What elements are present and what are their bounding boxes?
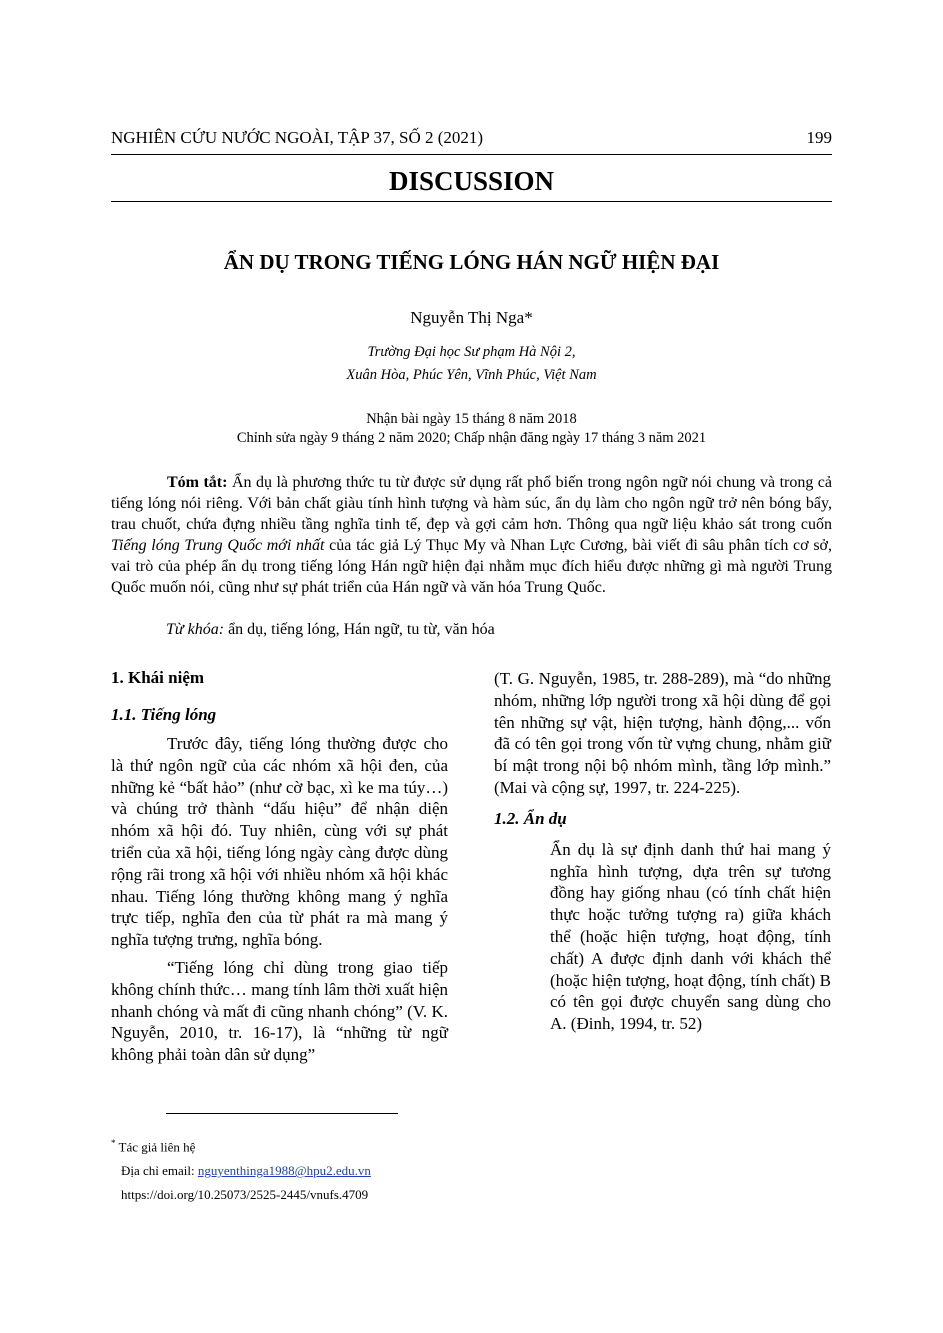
- article-title: ẨN DỤ TRONG TIẾNG LÓNG HÁN NGỮ HIỆN ĐẠI: [223, 250, 720, 274]
- abstract-book-title: Tiếng lóng Trung Quốc mới nhất: [111, 537, 325, 554]
- footnote-email-line: [111, 1159, 371, 1183]
- left-column: [111, 668, 448, 1066]
- footnote-rule: [166, 1113, 398, 1114]
- footnote: [111, 1131, 371, 1207]
- section-1-heading: 1. Khái niệm: [111, 668, 205, 687]
- footnote-marker: *: [111, 1138, 116, 1148]
- header-rule-top: [111, 154, 832, 155]
- definition-quote: Ẩn dụ là sự định danh thứ hai mang ý nghĩa hình tượng, dựa trên sự tương đồng hay giống nhau (có tính chất hiện thực hoặc tưởng tượng ra) giữa khách thể (hoặc hiện tượng, hoạt động, tính chất) A được định danh với khách thể (hoặc hiện tượng, hoạt động, tính chất) B có tên gọi được chuyển sang dùng cho A. (Đinh, 1994, tr. 52): [550, 839, 831, 1034]
- abstract: [111, 472, 832, 598]
- affiliation-line-1: Trường Đại học Sư phạm Hà Nội 2,: [367, 344, 576, 360]
- keywords: [166, 621, 832, 639]
- header-rule-bottom: [111, 201, 832, 202]
- email-link[interactable]: nguyenthinga1988@hpu2.edu.vn: [197, 1163, 371, 1179]
- page-number: 199: [806, 128, 832, 147]
- keywords-label: Từ khóa:: [166, 621, 225, 638]
- footnote-corresponding-text: Tác giả liên hệ: [115, 1139, 196, 1155]
- right-column: [494, 668, 831, 1035]
- subsection-1-2-heading: 1.2. Ẩn dụ: [494, 808, 567, 828]
- subsection-1-1-heading: 1.1. Tiếng lóng: [111, 705, 217, 724]
- running-header: [111, 128, 832, 148]
- abstract-text-2: của tác giả Lý Thục My và Nhan Lực Cương, bài viết đi sâu phân tích cơ sở, vai trò của phép ẩn dụ trong tiếng lóng Hán ngữ hiện đại nhằm mục đích hiểu được những gì mà người Trung Quốc muốn nói, cũng như sự phát triển của Hán ngữ và văn hóa Trung Quốc.: [111, 537, 833, 596]
- email-label: Địa chỉ email:: [121, 1163, 198, 1179]
- section-label: DISCUSSION: [388, 166, 555, 196]
- abstract-label: Tóm tắt:: [167, 474, 228, 491]
- paragraph-2: “Tiếng lóng chỉ dùng trong giao tiếp không chính thức… mang tính lâm thời xuất hiện nhanh chóng và mất đi cũng nhanh chóng” (V. K. Nguyễn, 2010, tr. 16-17), là “những từ ngữ không phải toàn dân sử dụng”: [111, 957, 448, 1065]
- footnote-doi[interactable]: https://doi.org/10.25073/2525-2445/vnufs.4709: [121, 1187, 369, 1203]
- paragraph-1: Trước đây, tiếng lóng thường được cho là thứ ngôn ngữ của các nhóm xã hội đen, của những kẻ “bất hảo” (như cờ bạc, xì ke ma túy…) và chúng trở thành “dấu hiệu” để nhận diện nhóm xã hội đó. Tuy nhiên, cùng với sự phát triển của xã hội, tiếng lóng ngày càng được dùng rộng rãi trong xã hội với nhiều nhóm xã hội khác nhau. Tiếng lóng thường không mang ý nghĩa trực tiếp, nghĩa đen của từ phát ra mà mang ý nghĩa tượng trưng, nghĩa bóng.: [111, 734, 448, 950]
- author-name: Nguyễn Thị Nga*: [410, 308, 533, 327]
- journal-title: NGHIÊN CỨU NƯỚC NGOÀI, TẬP 37, SỐ 2 (2021): [111, 128, 484, 147]
- abstract-text-1: Ẩn dụ là phương thức tu từ được sử dụng rất phổ biến trong ngôn ngữ nói chung và trong cả tiếng lóng nói riêng. Với bản chất giàu tính hình tượng và hàm súc, ẩn dụ làm cho ngôn ngữ trở nên bóng bẩy, trau chuốt, chứa đựng nhiều tầng nghĩa tinh tế, đẹp và gợi cảm hơn. Thông qua ngữ liệu khảo sát trong cuốn: [111, 474, 833, 533]
- received-date: Nhận bài ngày 15 tháng 8 năm 2018: [366, 411, 577, 427]
- paragraph-3: (T. G. Nguyễn, 1985, tr. 288-289), mà “do những nhóm, những lớp người trong xã hội dùng để gọi tên những sự vật, hiện tượng, hành động,... vốn đã có tên gọi trong vốn từ vựng chung, nhằm giữ bí mật trong nội bộ nhóm mình, tầng lớp mình.” (Mai và cộng sự, 1997, tr. 224-225).: [494, 669, 831, 797]
- keywords-list: ẩn dụ, tiếng lóng, Hán ngữ, tu từ, văn hóa: [224, 621, 495, 638]
- revised-accepted-date: Chỉnh sửa ngày 9 tháng 2 năm 2020; Chấp nhận đăng ngày 17 tháng 3 năm 2021: [236, 430, 707, 446]
- footnote-corresponding: [111, 1131, 371, 1159]
- affiliation-line-2: Xuân Hòa, Phúc Yên, Vĩnh Phúc, Việt Nam: [346, 367, 597, 383]
